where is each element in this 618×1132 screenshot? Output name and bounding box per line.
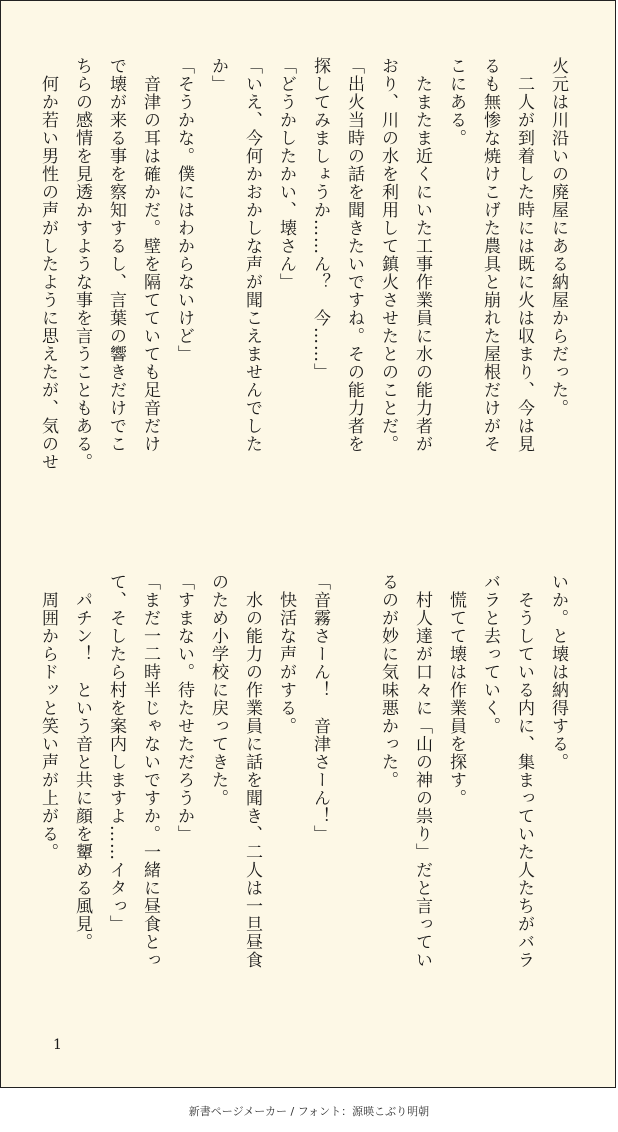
text-line: おり、川の水を利用して鎮火させたとのことだ。 [378,57,398,453]
text-line: て、そしたら村を案内しますよ……イタっ」 [106,573,126,933]
text-line: るも無惨な焼けこげた農具と崩れた屋根だけがそ [480,57,500,453]
text-line: 「どうかしたかい、壊さん」 [276,57,296,291]
text-line: で壊が来る事を察知するし、言葉の響きだけでこ [106,57,126,453]
text-line: いか。と壊は納得する。 [548,573,568,771]
text-line: 周囲からドッと笑い声が上がる。 [38,573,58,861]
text-line: 「まだ一二時半じゃないですか。一緒に昼食とっ [140,573,160,969]
blank-line [337,573,371,973]
lower-text-block [31,573,575,973]
text-line: たまたま近くにいた工事作業員に水の能力者が [412,57,432,453]
app-credit: 新書ページメーカー / フォント：源暎こぶり明朝 [188,1105,430,1118]
text-line: 「音霧さーん！ 音津さーん！」 [310,573,330,843]
page-number: 1 [53,1037,62,1053]
text-line: 慌てて壊は作業員を探す。 [446,573,466,807]
text-line: 「すまない。待たせただろうか」 [174,573,194,843]
text-line: 村人達が口々に「山の神の祟り」だと言ってい [412,573,432,969]
text-line: 「いえ、今何かおかしな声が聞こえませんでした [242,57,262,453]
text-line: るのが妙に気味悪かった。 [378,573,398,789]
text-line: そうしている内に、集まっていた人たちがバラ [514,573,534,969]
text-line: のため小学校に戻ってきた。 [208,573,228,807]
text-line: 音津の耳は確かだ。壁を隔てていても足音だけ [140,57,160,453]
text-line: ちらの感情を見透かすような事を言うこともある。 [72,57,92,471]
text-line: バラと去っていく。 [480,573,500,735]
upper-text-block [31,57,575,527]
text-line: 「出火当時の話を聞きたいですね。その能力者を [344,57,364,453]
text-line: パチン！ という音と共に顔を顰める風見。 [72,573,92,951]
text-line: 探してみましょうか……ん？ 今……」 [310,57,330,381]
text-line: こにある。 [446,57,466,147]
text-line: 二人が到着した時には既に火は収まり、今は見 [514,57,534,453]
text-line: 快活な声がする。 [276,573,296,735]
text-line: 火元は川沿いの廃屋にある納屋からだった。 [548,57,568,417]
text-line: 水の能力の作業員に話を聞き、二人は一旦昼食 [242,573,262,969]
text-line: か」 [208,57,228,93]
text-line: 何か若い男性の声がしたように思えたが、気のせ [38,57,58,471]
text-line: 「そうかな。僕にはわからないけど」 [174,57,194,363]
